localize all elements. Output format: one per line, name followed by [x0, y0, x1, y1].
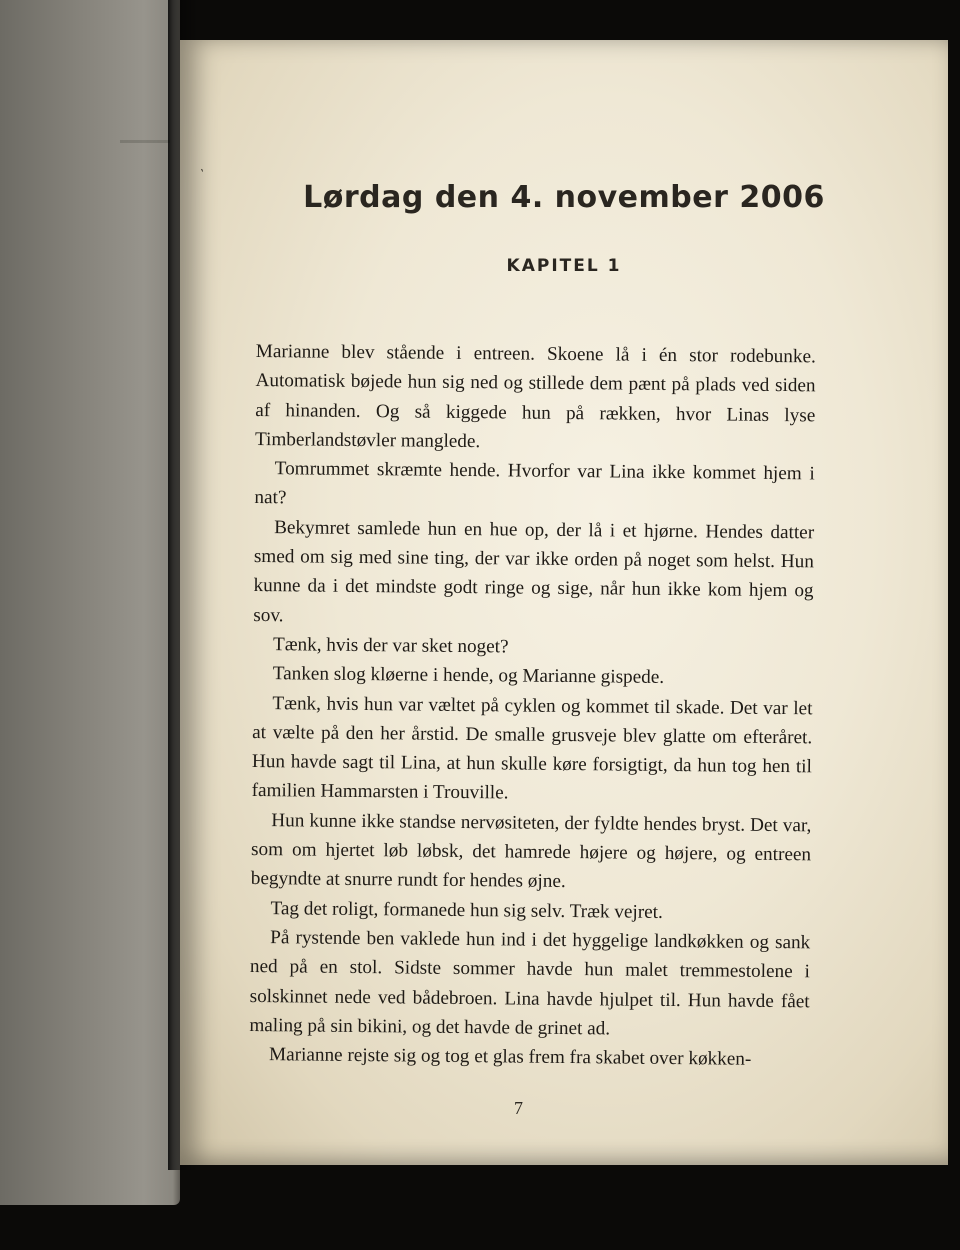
paragraph: På rystende ben vaklede hun ind i det hyggelige landkøkken og sank ned på en stol. Sidste sommer havde hun malet tremmestolene i solskinnet nede ved bådebroen. Lina havde hjulpet til. Hun havde fået maling på sin bikini, og det havde de grinet ad. — [249, 927, 811, 1040]
faint-text-shadow — [120, 140, 170, 143]
paragraph: Hun kunne ikke standse nervøsiteten, der fyldte hendes bryst. Det var, som om hjertet løb løbsk, det hamrede højere og højere, og entreen begyndte at snurre rundt for hendes øjne. — [250, 809, 812, 893]
book-page — [180, 40, 948, 1165]
left-facing-page — [0, 0, 180, 1205]
chapter-heading: Lørdag den 4. november 2006 — [303, 180, 825, 215]
paragraph: Bekymret samlede hun en hue op, der lå i et hjørne. Hendes datter smed om sig med sine ting, der var ikke orden på noget som helst. Hun kunne da i det mindste godt ringe og sige, når hun ikke kom hjem og sov. — [253, 516, 815, 626]
paragraph: Tænk, hvis hun var væltet på cyklen og kommet til skade. Det var let at vælte på den her årstid. De smalle grusveje blev glatte om efteråret. Hun havde sagt til Lina, at hun skulle køre forsigtigt, da hun tog hen til familien Hammarsten i Trouville. — [251, 692, 813, 804]
paragraph: Marianne blev stående i entreen. Skoene lå i én stor rodebunke. Automatisk bøjede hun sig ned og stillede dem pænt på plads ved siden af hinanden. Og så kiggede hun på rækken, hvor Linas lyse Timberlandstøvler manglede. — [254, 340, 816, 453]
paragraph: Tanken slog kløerne i hende, og Marianne gispede. — [272, 663, 665, 689]
paragraph: Marianne rejste sig og tog et glas frem fra skabet over køkken- — [269, 1044, 752, 1070]
paragraph: Tag det roligt, formanede hun sig selv. Træk vejret. — [270, 897, 663, 923]
margin-pencil-mark: ˏ — [199, 156, 211, 174]
page-number: 7 — [514, 1098, 523, 1118]
paragraph: Tænk, hvis der var sket noget? — [272, 634, 509, 658]
chapter-number: KAPITEL 1 — [506, 256, 622, 276]
paragraph: Tomrummet skræmte hende. Hvorfor var Lina ikke kommet hjem i nat? — [254, 458, 815, 509]
body-text — [249, 337, 816, 1075]
